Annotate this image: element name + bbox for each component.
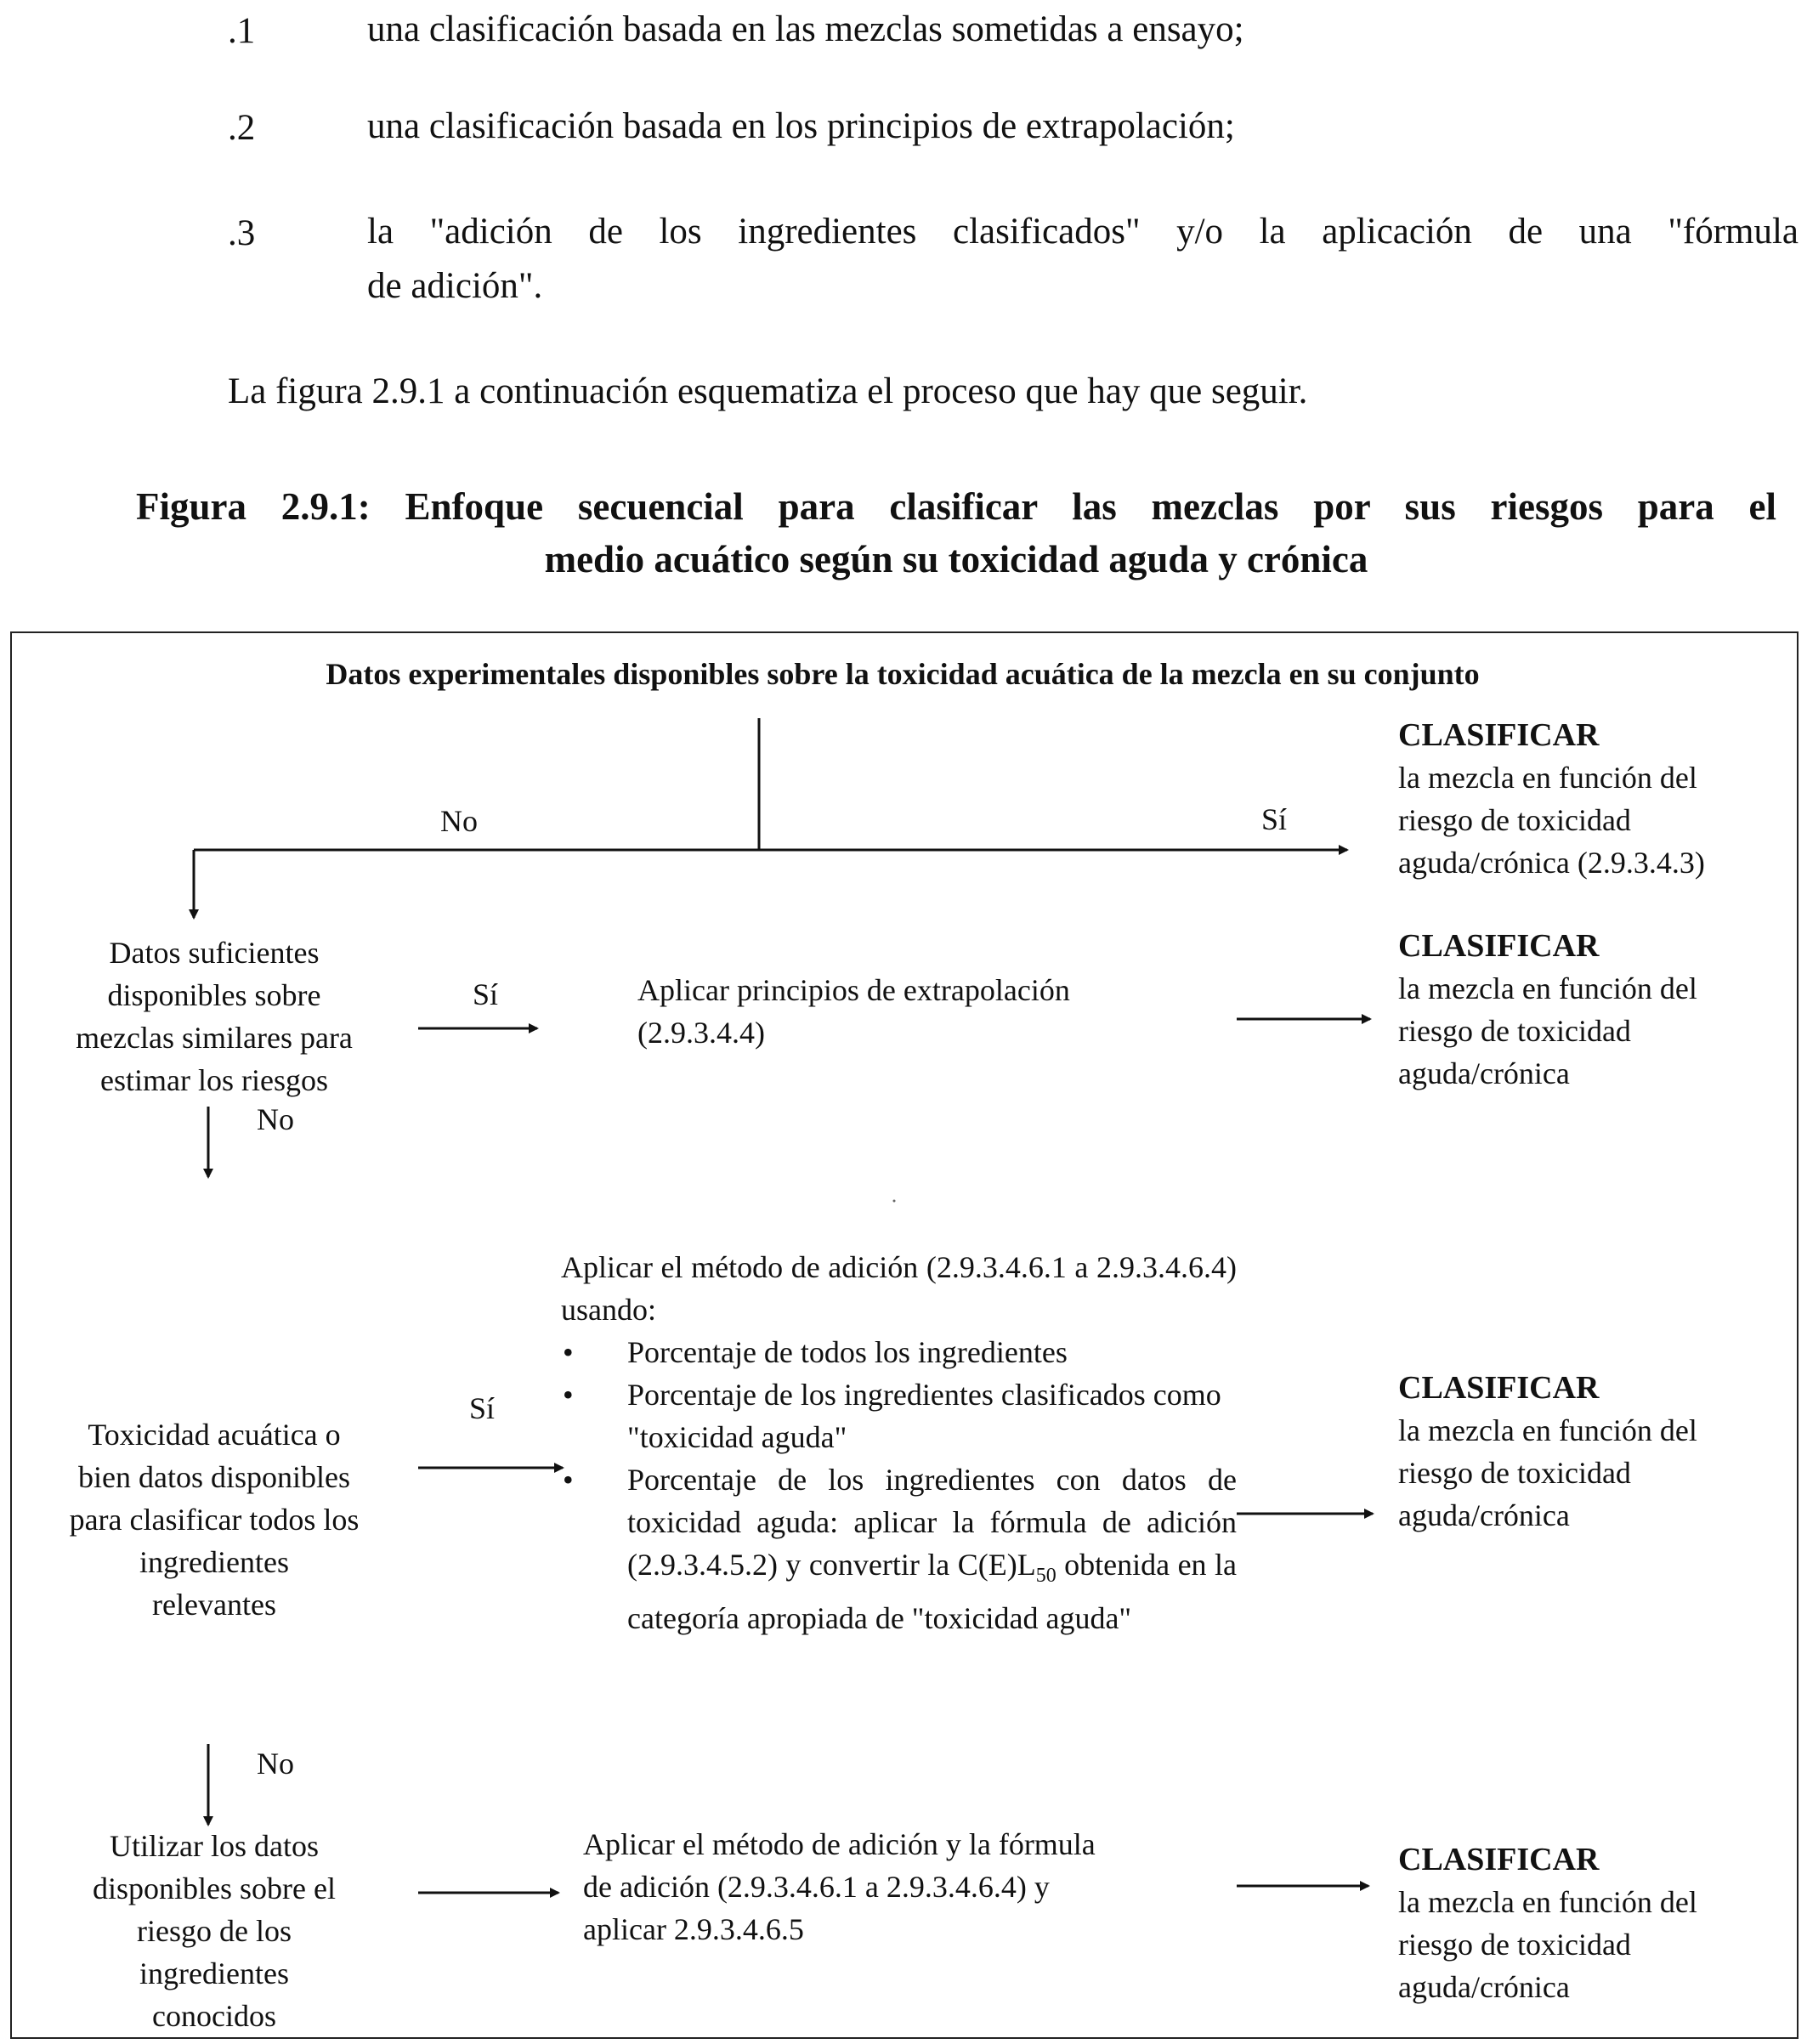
action-intro: Aplicar el método de adición (2.9.3.4.6.1 a 2.9.3.4.6.4) usando:	[561, 1250, 1237, 1327]
classify-heading: CLASIFICAR	[1398, 717, 1600, 753]
criteria-item: • Porcentaje de todos los ingredientes	[561, 1331, 1237, 1373]
classify-result-4	[1398, 1838, 1697, 2008]
figure-title-line-2: medio acuático según su toxicidad aguda y crónica	[544, 538, 1368, 580]
action-line: Aplicar principios de extrapolación	[637, 973, 1070, 1007]
label-si-3: Sí	[469, 1391, 496, 1425]
result-line: la mezcla en función del	[1398, 1413, 1697, 1447]
list-item-2-text: una clasificación basada en los principios de extrapolación;	[367, 106, 1235, 146]
question-line: riesgo de los	[137, 1914, 292, 1948]
classify-heading: CLASIFICAR	[1398, 928, 1600, 964]
result-line: riesgo de toxicidad	[1398, 1456, 1631, 1490]
list-item-3-line-2: de adición".	[367, 266, 543, 306]
label-si-1: Sí	[1261, 802, 1288, 836]
question-line: relevantes	[152, 1588, 276, 1622]
question-line: Toxicidad acuática o	[88, 1418, 341, 1452]
question-line: Datos suficientes	[109, 936, 320, 970]
result-line: aguda/crónica (2.9.3.4.3)	[1398, 846, 1705, 880]
action-line: (2.9.3.4.4)	[637, 1016, 765, 1050]
criteria-text: Porcentaje de los ingredientes con datos de toxicidad aguda: aplicar la fórmula de adición (2.9.3.4.5.2) y convertir la C(E)L	[627, 1463, 1237, 1582]
action-line: aplicar 2.9.3.4.6.5	[583, 1912, 804, 1946]
question-line: conocidos	[152, 1999, 276, 2033]
result-line: la mezcla en función del	[1398, 761, 1697, 795]
criteria-item	[561, 1458, 1237, 1639]
action-additivity-formula	[583, 1823, 1096, 1951]
question-line: ingredientes	[139, 1545, 289, 1579]
label-no-1: No	[440, 804, 478, 838]
list-number-3: .3	[228, 213, 256, 253]
criteria-text: obtenida en la categoría apropiada de "toxicidad aguda"	[627, 1548, 1237, 1636]
criteria-subscript: 50	[1035, 1565, 1056, 1588]
question-line: estimar los riesgos	[100, 1063, 328, 1097]
question-line: Utilizar los datos	[110, 1829, 319, 1863]
question-line: disponibles sobre el	[93, 1871, 336, 1905]
question-line: ingredientes	[139, 1956, 289, 1990]
classify-heading: CLASIFICAR	[1398, 1842, 1600, 1877]
action-line: de adición (2.9.3.4.6.1 a 2.9.3.4.6.4) y	[583, 1870, 1050, 1904]
criteria-item: • Porcentaje de los ingredientes clasificados como "toxicidad aguda"	[561, 1373, 1237, 1458]
list-number-1: .1	[228, 11, 256, 51]
question-similar-mixtures	[19, 931, 410, 1101]
result-line: aguda/crónica	[1398, 1056, 1570, 1090]
label-no-2: No	[257, 1102, 294, 1136]
classify-result-3	[1398, 1367, 1697, 1537]
question-line: bien datos disponibles	[78, 1460, 350, 1494]
result-line: riesgo de toxicidad	[1398, 1928, 1631, 1962]
question-line: para clasificar todos los	[69, 1503, 360, 1537]
action-additivity-method	[561, 1246, 1237, 1639]
question-ingredient-data	[19, 1413, 410, 1626]
action-extrapolation	[637, 969, 1070, 1054]
list-item-3-line-1: la "adición de los ingredientes clasificados" y/o la aplicación de una "fórmula	[367, 212, 1799, 252]
result-line: riesgo de toxicidad	[1398, 803, 1631, 837]
list-item-1-text: una clasificación basada en las mezclas sometidas a ensayo;	[367, 9, 1244, 49]
question-known-ingredients	[19, 1825, 410, 2037]
action-line: Aplicar el método de adición y la fórmula	[583, 1827, 1096, 1861]
result-line: aguda/crónica	[1398, 1970, 1570, 2004]
question-line: disponibles sobre	[107, 978, 321, 1012]
question-line: mezclas similares para	[76, 1021, 353, 1055]
classify-result-2	[1398, 925, 1697, 1095]
top-question-label: Datos experimentales disponibles sobre la toxicidad acuática de la mezcla en su conjunto	[326, 657, 1480, 691]
result-line: aguda/crónica	[1398, 1498, 1570, 1532]
classify-result-1	[1398, 714, 1705, 884]
result-line: la mezcla en función del	[1398, 1885, 1697, 1919]
result-line: riesgo de toxicidad	[1398, 1014, 1631, 1048]
label-no-3: No	[257, 1747, 294, 1781]
stray-dot	[893, 1200, 896, 1203]
intro-paragraph: La figura 2.9.1 a continuación esquematiza el proceso que hay que seguir.	[228, 371, 1308, 411]
classify-heading: CLASIFICAR	[1398, 1370, 1600, 1406]
list-number-2: .2	[228, 108, 256, 148]
criteria-list	[561, 1331, 1237, 1639]
result-line: la mezcla en función del	[1398, 971, 1697, 1005]
label-si-2: Sí	[473, 977, 499, 1011]
figure-title-line-1: Figura 2.9.1: Enfoque secuencial para clasificar las mezclas por sus riesgos para el	[136, 485, 1776, 528]
